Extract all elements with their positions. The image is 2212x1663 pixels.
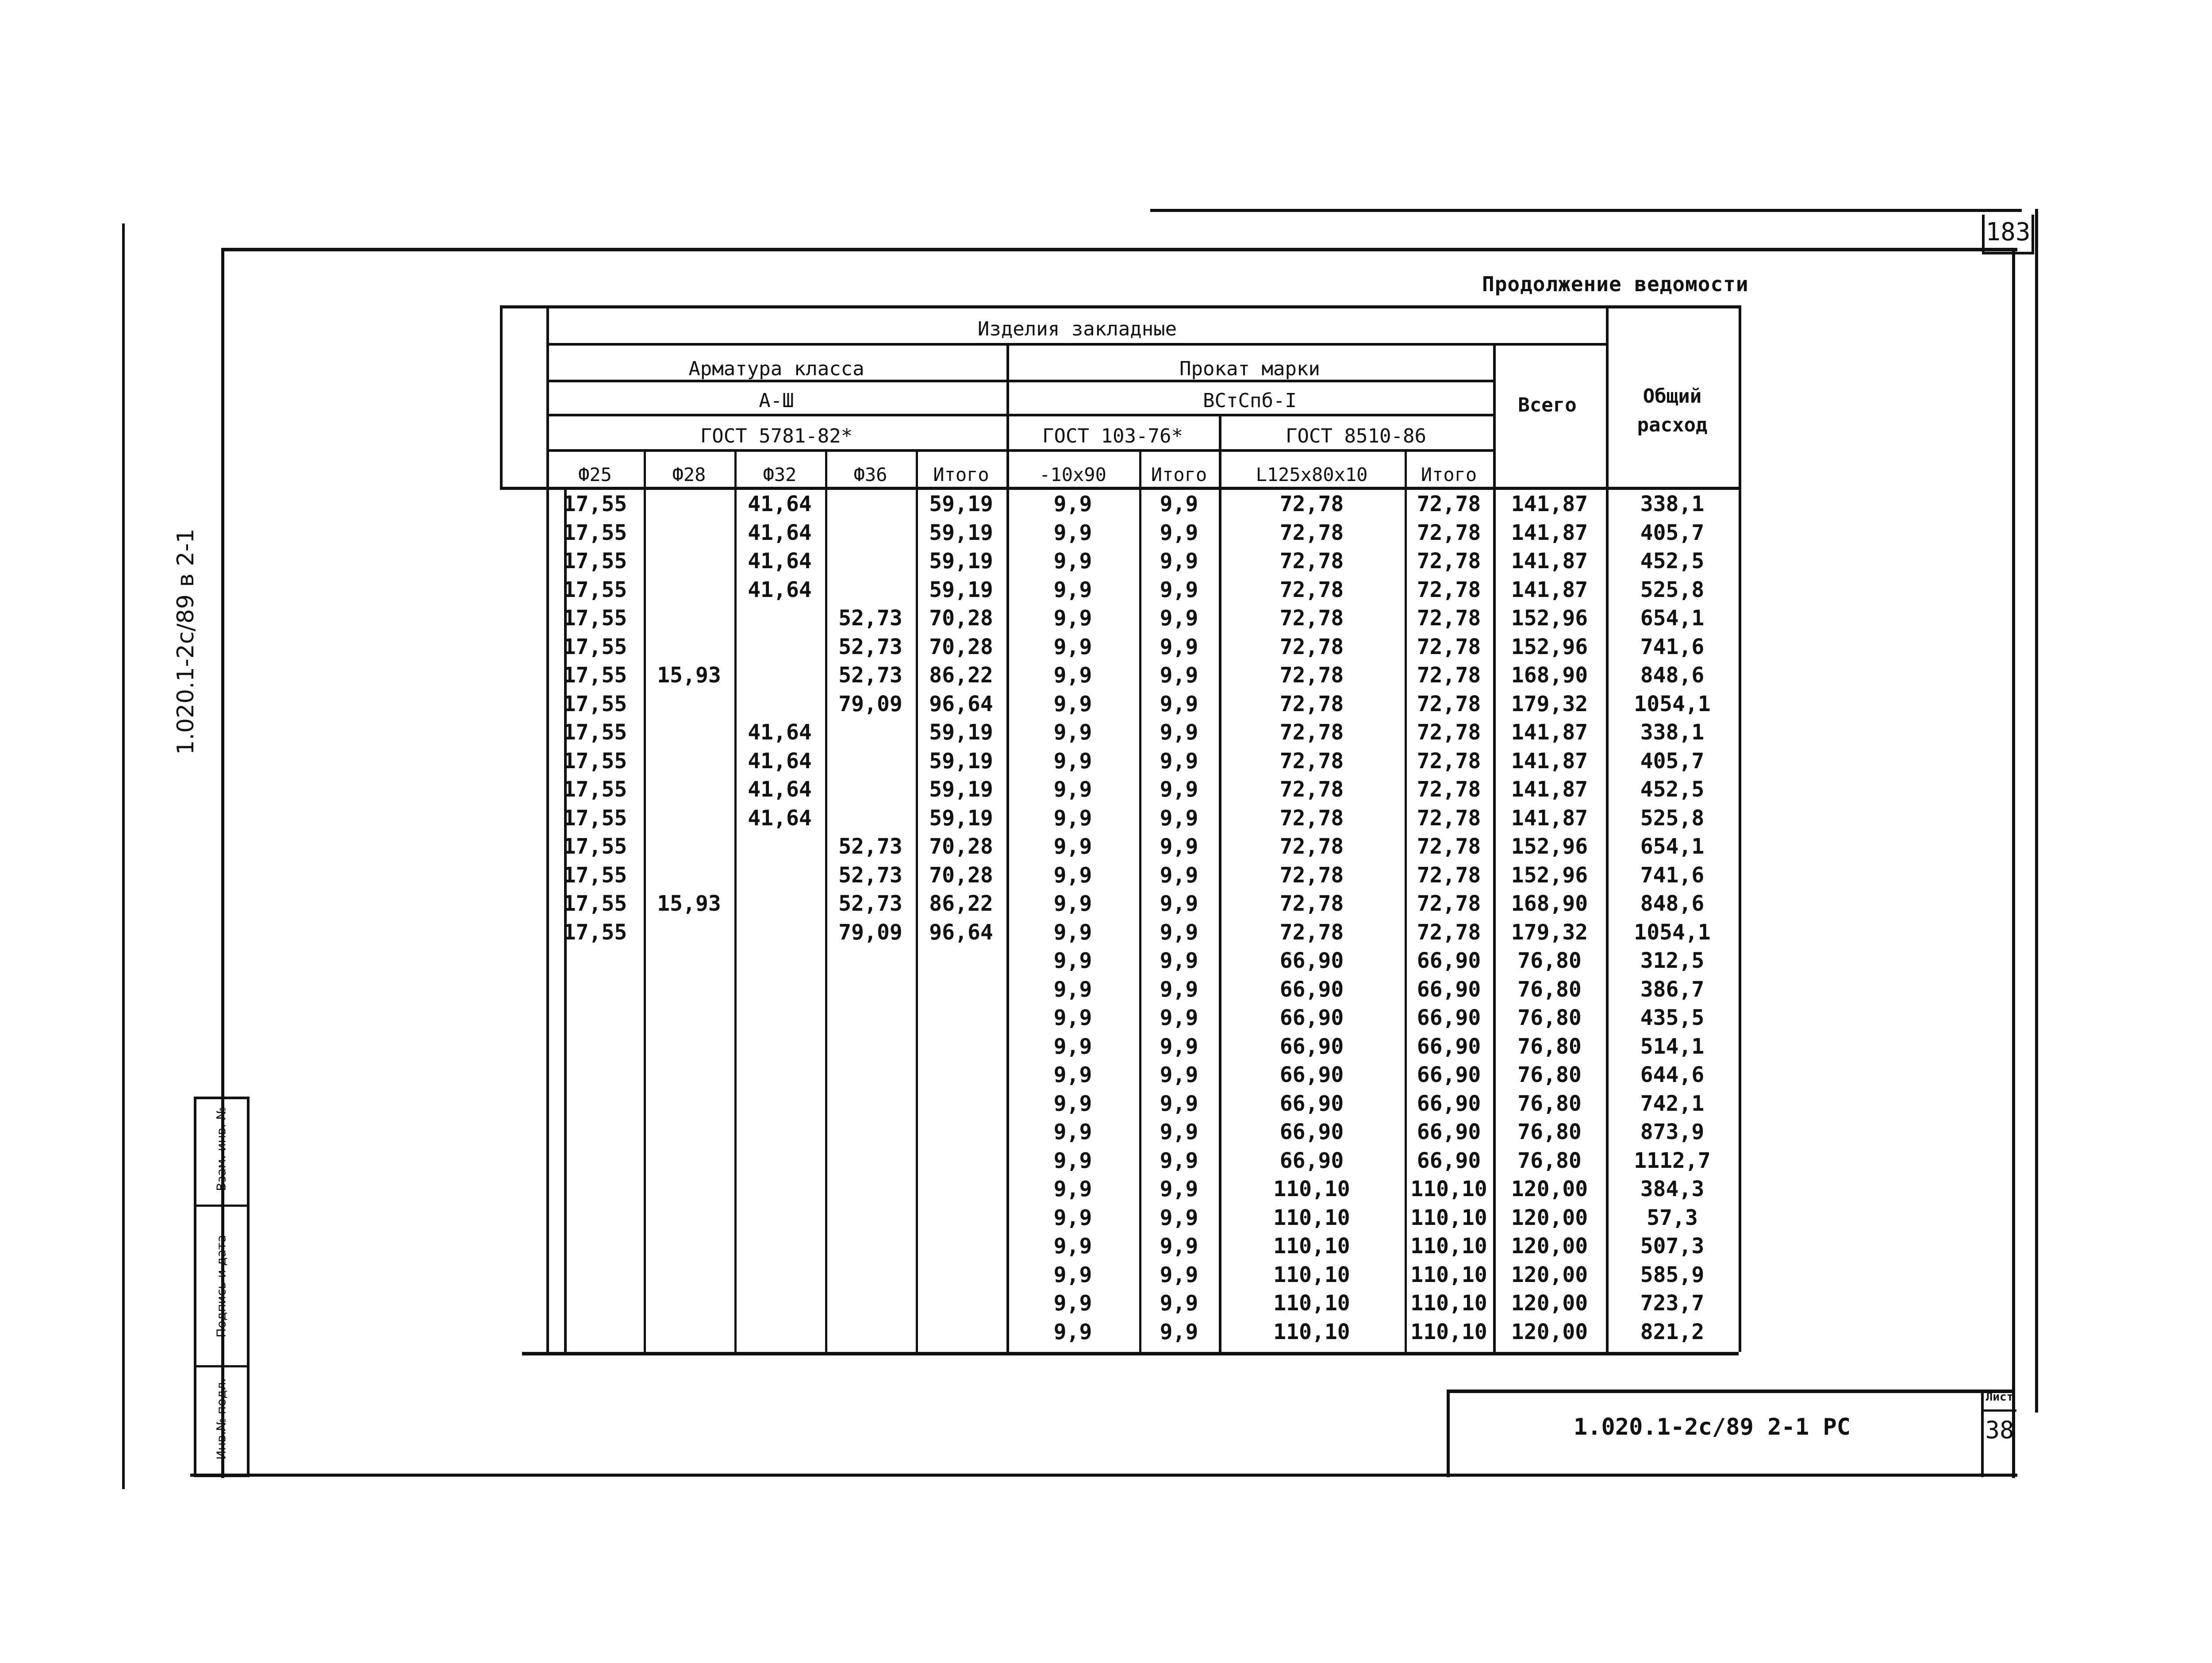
table-cell: 9,9 xyxy=(1053,1034,1092,1059)
table-cell: 120,00 xyxy=(1511,1234,1588,1259)
table-cell: 9,9 xyxy=(1160,1234,1198,1259)
table-cell: 9,9 xyxy=(1160,520,1198,545)
table-cell: 9,9 xyxy=(1053,862,1092,888)
table-cell: 405,7 xyxy=(1640,520,1705,545)
table-cell: 17,55 xyxy=(563,720,627,745)
table-cell: 70,28 xyxy=(929,634,993,659)
table-cell: 66,90 xyxy=(1279,977,1344,1002)
table-cell: 72,78 xyxy=(1417,606,1481,631)
table-cell: 9,9 xyxy=(1053,948,1092,973)
table-cell: 66,90 xyxy=(1279,1062,1344,1087)
table-cell: 9,9 xyxy=(1053,1177,1092,1201)
stamp-sign-date: Подпись и дата xyxy=(214,1235,229,1338)
table-cell: 644,6 xyxy=(1640,1062,1705,1087)
table-cell: 72,78 xyxy=(1417,920,1481,945)
table-cell: 59,19 xyxy=(929,520,993,545)
table-cell: 76,80 xyxy=(1517,1091,1582,1116)
table-cell: 17,55 xyxy=(563,777,627,802)
table-cell: 59,19 xyxy=(929,777,993,802)
table-cell: 110,10 xyxy=(1273,1291,1350,1316)
table-cell: 9,9 xyxy=(1160,1205,1198,1230)
table-cell: 9,9 xyxy=(1160,606,1198,631)
header-rolled-std1: ГОСТ 103-76* xyxy=(1042,425,1183,447)
table-cell: 52,73 xyxy=(838,606,902,631)
table-cell: 179,32 xyxy=(1511,691,1588,716)
column-header-4: Итого xyxy=(933,464,989,485)
table-cell: 9,9 xyxy=(1053,977,1092,1002)
table-cell: 17,55 xyxy=(563,891,627,916)
table-cell: 17,55 xyxy=(563,606,627,631)
table-cell: 66,90 xyxy=(1279,1091,1344,1116)
table-cell: 9,9 xyxy=(1053,834,1092,859)
table-cell: 152,96 xyxy=(1511,834,1588,859)
table-cell: 9,9 xyxy=(1160,577,1198,602)
table-cell: 9,9 xyxy=(1053,520,1092,545)
table-cell: 386,7 xyxy=(1640,977,1705,1002)
table-cell: 141,87 xyxy=(1511,577,1588,602)
table-cell: 9,9 xyxy=(1160,920,1198,945)
table-cell: 9,9 xyxy=(1160,1062,1198,1087)
table-cell: 9,9 xyxy=(1160,549,1198,574)
header-rolled-std2: ГОСТ 8510-86 xyxy=(1286,425,1426,447)
table-cell: 9,9 xyxy=(1053,1234,1092,1259)
table-cell: 72,78 xyxy=(1279,920,1344,945)
table-cell: 70,28 xyxy=(929,834,993,859)
table-cell: 9,9 xyxy=(1053,1091,1092,1116)
table-cell: 72,78 xyxy=(1279,748,1344,774)
title-sheet-number: 38 xyxy=(1985,1416,2014,1444)
table-cell: 141,87 xyxy=(1511,777,1588,802)
header-line-1 xyxy=(546,343,1606,346)
table-cell: 72,78 xyxy=(1279,691,1344,716)
header-overall-2: расход xyxy=(1637,414,1708,436)
column-header-7: L125х80х10 xyxy=(1256,464,1368,485)
side-doc-code: 1.020.1-2с/89 в 2-1 xyxy=(173,528,199,755)
header-line-3 xyxy=(546,414,1493,416)
table-cell: 821,2 xyxy=(1640,1319,1705,1344)
continuation-title: Продолжение ведомости xyxy=(1482,272,1749,296)
table-cell: 110,10 xyxy=(1273,1319,1350,1344)
table-cell: 66,90 xyxy=(1279,1148,1344,1173)
column-header-1: Ф28 xyxy=(672,464,706,485)
header-rebar-class: Арматура класса xyxy=(688,358,864,380)
table-cell: 52,73 xyxy=(838,834,902,859)
table-cell: 66,90 xyxy=(1279,948,1344,973)
table-cell: 76,80 xyxy=(1517,1005,1582,1030)
table-cell: 168,90 xyxy=(1511,663,1588,688)
table-cell: 9,9 xyxy=(1053,891,1092,916)
table-cell: 66,90 xyxy=(1417,1120,1481,1144)
table-cell: 9,9 xyxy=(1160,977,1198,1002)
table-cell: 72,78 xyxy=(1417,748,1481,774)
table-cell: 59,19 xyxy=(929,720,993,745)
table-cell: 52,73 xyxy=(838,634,902,659)
table-cell: 52,73 xyxy=(838,862,902,888)
table-cell: 9,9 xyxy=(1053,1005,1092,1030)
sheet-number-top: 183 xyxy=(1985,218,2031,246)
table-cell: 152,96 xyxy=(1511,862,1588,888)
table-cell: 17,55 xyxy=(563,577,627,602)
table-cell: 120,00 xyxy=(1511,1319,1588,1344)
table-cell: 9,9 xyxy=(1160,1319,1198,1344)
table-cell: 72,78 xyxy=(1417,663,1481,688)
table-cell: 110,10 xyxy=(1273,1177,1350,1201)
table-cell: 72,78 xyxy=(1279,492,1344,516)
table-cell: 96,64 xyxy=(929,920,993,945)
table-cell: 72,78 xyxy=(1417,777,1481,802)
header-rebar-grade: А-Ш xyxy=(759,389,794,412)
column-header-6: Итого xyxy=(1151,464,1207,485)
table-cell: 514,1 xyxy=(1640,1034,1705,1059)
table-cell: 41,64 xyxy=(748,520,812,545)
table-cell: 66,90 xyxy=(1279,1034,1344,1059)
table-cell: 9,9 xyxy=(1160,834,1198,859)
table-cell: 9,9 xyxy=(1053,606,1092,631)
table-cell: 72,78 xyxy=(1417,520,1481,545)
table-cell: 59,19 xyxy=(929,577,993,602)
table-cell: 110,10 xyxy=(1410,1319,1487,1344)
table-cell: 72,78 xyxy=(1417,634,1481,659)
table-cell: 72,78 xyxy=(1279,834,1344,859)
table-bottom-line xyxy=(522,1352,1739,1355)
table-cell: 52,73 xyxy=(838,891,902,916)
table-cell: 141,87 xyxy=(1511,720,1588,745)
table-cell: 72,78 xyxy=(1417,805,1481,831)
table-cell: 654,1 xyxy=(1640,834,1705,859)
table-cell: 41,64 xyxy=(748,492,812,516)
table-cell: 17,55 xyxy=(563,492,627,516)
table-cell: 120,00 xyxy=(1511,1205,1588,1230)
table-cell: 70,28 xyxy=(929,862,993,888)
table-cell: 72,78 xyxy=(1417,549,1481,574)
table-cell: 9,9 xyxy=(1160,634,1198,659)
table-cell: 72,78 xyxy=(1279,520,1344,545)
table-cell: 76,80 xyxy=(1517,1034,1582,1059)
table-cell: 179,32 xyxy=(1511,920,1588,945)
table-cell: 405,7 xyxy=(1640,748,1705,774)
table-cell: 66,90 xyxy=(1417,948,1481,973)
table-cell: 72,78 xyxy=(1417,720,1481,745)
table-cell: 72,78 xyxy=(1279,606,1344,631)
table-cell: 66,90 xyxy=(1417,1148,1481,1173)
table-cell: 76,80 xyxy=(1517,1120,1582,1144)
table-cell: 742,1 xyxy=(1640,1091,1705,1116)
column-header-2: Ф32 xyxy=(763,464,797,485)
table-cell: 9,9 xyxy=(1053,720,1092,745)
table-cell: 585,9 xyxy=(1640,1262,1705,1287)
header-rebar-standard: ГОСТ 5781-82* xyxy=(700,425,853,447)
table-cell: 70,28 xyxy=(929,606,993,631)
table-cell: 17,55 xyxy=(563,862,627,888)
table-cell: 312,5 xyxy=(1640,948,1705,973)
table-cell: 72,78 xyxy=(1279,720,1344,745)
table-cell: 152,96 xyxy=(1511,606,1588,631)
table-cell: 9,9 xyxy=(1053,777,1092,802)
table-cell: 41,64 xyxy=(748,720,812,745)
header-embedded-items: Изделия закладные xyxy=(977,318,1177,340)
table-cell: 76,80 xyxy=(1517,1148,1582,1173)
table-cell: 86,22 xyxy=(929,663,993,688)
table-cell: 525,8 xyxy=(1640,577,1705,602)
table-cell: 17,55 xyxy=(563,663,627,688)
table-cell: 72,78 xyxy=(1417,691,1481,716)
table-cell: 9,9 xyxy=(1160,691,1198,716)
table-cell: 848,6 xyxy=(1640,891,1705,916)
table-cell: 9,9 xyxy=(1053,1262,1092,1287)
table-cell: 66,90 xyxy=(1279,1120,1344,1144)
header-overall-1: Общий xyxy=(1643,385,1702,408)
table-cell: 72,78 xyxy=(1417,891,1481,916)
table-cell: 9,9 xyxy=(1053,1120,1092,1144)
table-cell: 873,9 xyxy=(1640,1120,1705,1144)
table-cell: 9,9 xyxy=(1053,549,1092,574)
table-cell: 52,73 xyxy=(838,663,902,688)
table-cell: 41,64 xyxy=(748,777,812,802)
table-cell: 72,78 xyxy=(1279,862,1344,888)
table-cell: 110,10 xyxy=(1273,1205,1350,1230)
table-cell: 72,78 xyxy=(1279,891,1344,916)
table-cell: 338,1 xyxy=(1640,492,1705,516)
table-cell: 141,87 xyxy=(1511,748,1588,774)
table-cell: 79,09 xyxy=(838,920,902,945)
table-cell: 848,6 xyxy=(1640,663,1705,688)
table-cell: 66,90 xyxy=(1417,1034,1481,1059)
header-line-4 xyxy=(546,449,1493,452)
table-left-edge xyxy=(500,305,503,487)
table-cell: 66,90 xyxy=(1417,1091,1481,1116)
table-cell: 9,9 xyxy=(1160,1177,1198,1201)
table-cell: 41,64 xyxy=(748,748,812,774)
table-cell: 1112,7 xyxy=(1634,1148,1711,1173)
table-cell: 76,80 xyxy=(1517,948,1582,973)
table-cell: 72,78 xyxy=(1417,862,1481,888)
table-cell: 120,00 xyxy=(1511,1291,1588,1316)
table-cell: 15,93 xyxy=(657,891,721,916)
table-cell: 72,78 xyxy=(1417,834,1481,859)
stamp-inv-orig: Инв.№ подл. xyxy=(214,1378,229,1460)
table-cell: 66,90 xyxy=(1417,977,1481,1002)
table-cell: 59,19 xyxy=(929,805,993,831)
title-sheet-label: Лист xyxy=(1985,1390,2014,1404)
table-cell: 9,9 xyxy=(1160,1291,1198,1316)
table-cell: 141,87 xyxy=(1511,805,1588,831)
table-cell: 9,9 xyxy=(1053,920,1092,945)
table-cell: 9,9 xyxy=(1160,720,1198,745)
table-cell: 110,10 xyxy=(1410,1177,1487,1201)
table-cell: 9,9 xyxy=(1160,1262,1198,1287)
table-cell: 59,19 xyxy=(929,549,993,574)
table-cell: 9,9 xyxy=(1053,1062,1092,1087)
table-cell: 110,10 xyxy=(1410,1262,1487,1287)
table-cell: 120,00 xyxy=(1511,1177,1588,1201)
table-cell: 9,9 xyxy=(1160,1005,1198,1030)
table-cell: 110,10 xyxy=(1273,1234,1350,1259)
table-cell: 9,9 xyxy=(1053,1205,1092,1230)
table-cell: 9,9 xyxy=(1160,948,1198,973)
column-header-5: -10х90 xyxy=(1039,464,1106,485)
column-header-3: Ф36 xyxy=(853,464,887,485)
table-cell: 72,78 xyxy=(1279,805,1344,831)
table-cell: 9,9 xyxy=(1160,748,1198,774)
table-cell: 338,1 xyxy=(1640,720,1705,745)
table-cell: 9,9 xyxy=(1053,1291,1092,1316)
table-cell: 384,3 xyxy=(1640,1177,1705,1201)
col-line-right xyxy=(1739,305,1741,1352)
table-cell: 9,9 xyxy=(1053,1148,1092,1173)
table-cell: 9,9 xyxy=(1160,1034,1198,1059)
table-cell: 9,9 xyxy=(1160,805,1198,831)
table-top-line xyxy=(500,305,1739,308)
table-cell: 96,64 xyxy=(929,691,993,716)
table-cell: 9,9 xyxy=(1053,1319,1092,1344)
table-cell: 9,9 xyxy=(1160,891,1198,916)
column-header-0: Ф25 xyxy=(578,464,612,485)
header-total: Всего xyxy=(1518,394,1577,416)
table-cell: 17,55 xyxy=(563,834,627,859)
table-cell: 141,87 xyxy=(1511,520,1588,545)
table-cell: 17,55 xyxy=(563,805,627,831)
table-cell: 59,19 xyxy=(929,748,993,774)
table-cell: 76,80 xyxy=(1517,977,1582,1002)
table-cell: 141,87 xyxy=(1511,549,1588,574)
table-cell: 741,6 xyxy=(1640,634,1705,659)
table-cell: 141,87 xyxy=(1511,492,1588,516)
table-cell: 59,19 xyxy=(929,492,993,516)
table-cell: 9,9 xyxy=(1160,492,1198,516)
table-cell: 654,1 xyxy=(1640,606,1705,631)
table-cell: 57,3 xyxy=(1647,1205,1698,1230)
table-cell: 72,78 xyxy=(1279,549,1344,574)
table-cell: 66,90 xyxy=(1417,1005,1481,1030)
stamp-replaced-inv: Взам. инв. № xyxy=(214,1107,229,1191)
table-cell: 66,90 xyxy=(1417,1062,1481,1087)
table-cell: 1054,1 xyxy=(1634,691,1711,716)
table-cell: 72,78 xyxy=(1279,777,1344,802)
table-cell: 9,9 xyxy=(1160,1091,1198,1116)
title-doc-code: 1.020.1-2с/89 2-1 РС xyxy=(1573,1414,1851,1440)
table-cell: 9,9 xyxy=(1053,663,1092,688)
table-cell: 152,96 xyxy=(1511,634,1588,659)
table-cell: 17,55 xyxy=(563,549,627,574)
table-cell: 9,9 xyxy=(1160,663,1198,688)
table-cell: 17,55 xyxy=(563,520,627,545)
table-cell: 72,78 xyxy=(1417,492,1481,516)
table-cell: 76,80 xyxy=(1517,1062,1582,1087)
table-cell: 1054,1 xyxy=(1634,920,1711,945)
table-cell: 110,10 xyxy=(1273,1262,1350,1287)
table-cell: 17,55 xyxy=(563,691,627,716)
table-cell: 452,5 xyxy=(1640,549,1705,574)
table-cell: 9,9 xyxy=(1160,777,1198,802)
table-cell: 9,9 xyxy=(1160,1148,1198,1173)
table-cell: 168,90 xyxy=(1511,891,1588,916)
table-cell: 9,9 xyxy=(1053,492,1092,516)
table-cell: 41,64 xyxy=(748,577,812,602)
table-cell: 435,5 xyxy=(1640,1005,1705,1030)
table-cell: 9,9 xyxy=(1053,691,1092,716)
table-cell: 66,90 xyxy=(1279,1005,1344,1030)
table-cell: 72,78 xyxy=(1417,577,1481,602)
table-cell: 9,9 xyxy=(1053,577,1092,602)
table-cell: 72,78 xyxy=(1279,577,1344,602)
header-rolled-steel: ВСтСпб-I xyxy=(1203,389,1297,412)
table-cell: 72,78 xyxy=(1279,634,1344,659)
table-cell: 741,6 xyxy=(1640,862,1705,888)
table-cell: 9,9 xyxy=(1053,748,1092,774)
table-cell: 110,10 xyxy=(1410,1291,1487,1316)
table-cell: 9,9 xyxy=(1053,805,1092,831)
table-cell: 79,09 xyxy=(838,691,902,716)
table-cell: 17,55 xyxy=(563,634,627,659)
table-cell: 15,93 xyxy=(657,663,721,688)
table-cell: 41,64 xyxy=(748,549,812,574)
table-cell: 86,22 xyxy=(929,891,993,916)
header-bottom-line xyxy=(500,487,1739,490)
table-cell: 110,10 xyxy=(1410,1234,1487,1259)
table-cell: 17,55 xyxy=(563,748,627,774)
table-cell: 9,9 xyxy=(1160,862,1198,888)
table-cell: 9,9 xyxy=(1053,634,1092,659)
table-cell: 452,5 xyxy=(1640,777,1705,802)
header-rolled-grade: Прокат марки xyxy=(1179,358,1320,380)
table-cell: 17,55 xyxy=(563,920,627,945)
table-cell: 507,3 xyxy=(1640,1234,1705,1259)
table-cell: 41,64 xyxy=(748,805,812,831)
table-cell: 723,7 xyxy=(1640,1291,1705,1316)
table-cell: 9,9 xyxy=(1160,1120,1198,1144)
table-cell: 110,10 xyxy=(1410,1205,1487,1230)
table-cell: 525,8 xyxy=(1640,805,1705,831)
table-cell: 72,78 xyxy=(1279,663,1344,688)
column-header-8: Итого xyxy=(1421,464,1477,485)
table-cell: 120,00 xyxy=(1511,1262,1588,1287)
